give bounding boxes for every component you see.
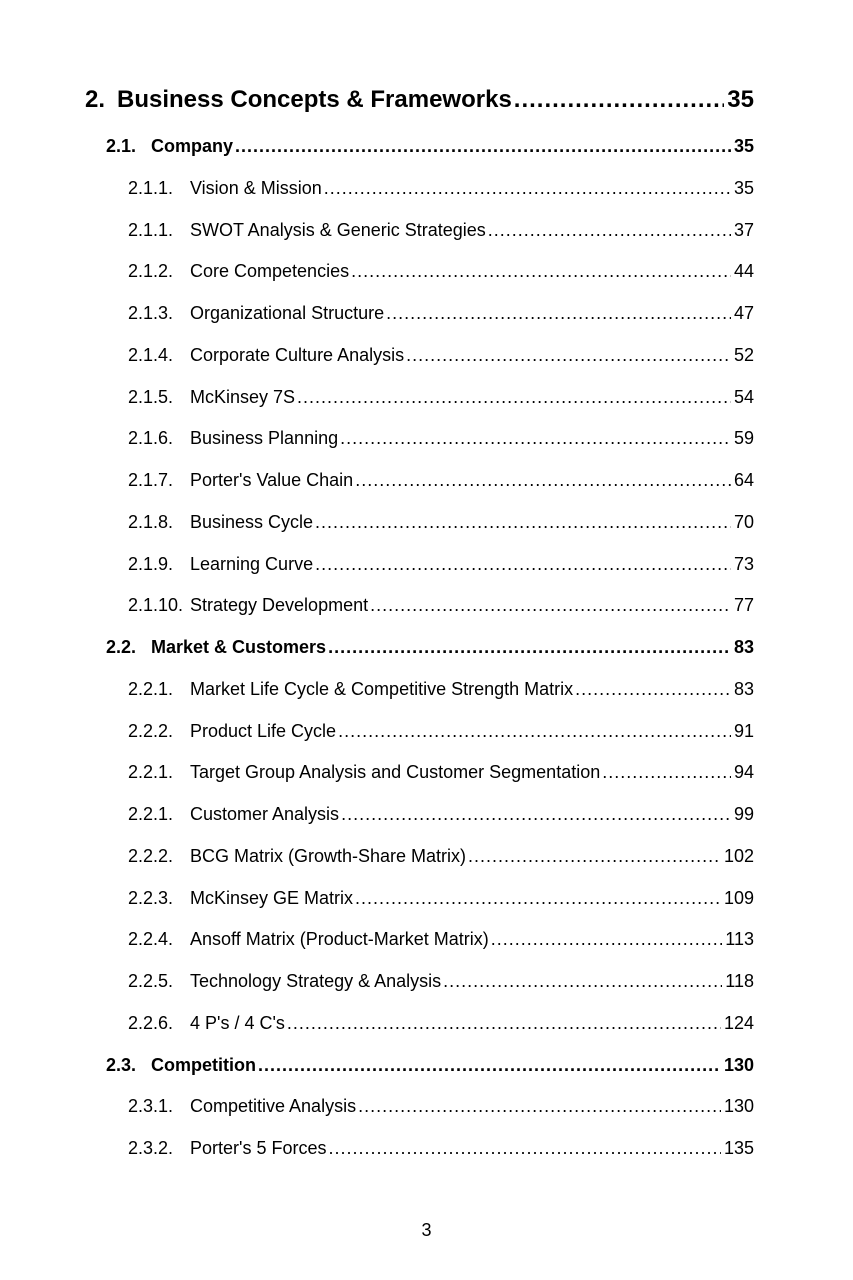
toc-entry-page: 94 [733, 762, 754, 783]
toc-dot-leader [315, 512, 731, 533]
toc-entry-title: Core Competencies [190, 261, 350, 282]
toc-dot-leader [355, 888, 721, 909]
toc-entry-title: SWOT Analysis & Generic Strategies [190, 219, 486, 240]
toc-dot-leader [491, 929, 723, 950]
toc-entry-number: 2.1.8. [128, 511, 174, 532]
toc-subsection-entry[interactable] [128, 303, 754, 324]
toc-section-entry[interactable] [106, 1055, 754, 1076]
toc-chapter-entry[interactable] [85, 86, 754, 114]
toc-entry-title: Market Life Cycle & Competitive Strength Matrix [190, 678, 574, 699]
toc-dot-leader [406, 345, 731, 366]
toc-dot-leader [258, 1055, 721, 1076]
toc-entry-page: 59 [733, 428, 754, 449]
toc-entry-title: Competition [151, 1054, 256, 1075]
page-number: 3 [421, 1220, 432, 1240]
toc-dot-leader [341, 804, 731, 825]
toc-subsection-entry[interactable] [128, 595, 754, 616]
toc-subsection-entry[interactable] [128, 178, 754, 199]
toc-entry-number: 2.2.4. [128, 929, 174, 950]
toc-entry-title: Business Concepts & Frameworks [117, 86, 512, 113]
toc-dot-leader [338, 721, 731, 742]
toc-entry-number: 2.1.7. [128, 470, 174, 490]
toc-entry-page: 99 [733, 804, 754, 824]
toc-subsection-entry[interactable] [128, 762, 754, 783]
toc-entry-title: Corporate Culture Analysis [190, 344, 405, 365]
toc-entry-page: 35 [733, 136, 754, 156]
toc-entry-number: 2.2.6. [128, 1012, 174, 1033]
toc-entry-page: 118 [725, 971, 754, 991]
toc-dot-leader [514, 86, 725, 114]
toc-dot-leader [324, 178, 731, 199]
toc-dot-leader [358, 1096, 721, 1117]
toc-entry-page: 54 [733, 386, 754, 407]
toc-dot-leader [488, 220, 731, 241]
toc-entry-page: 109 [723, 887, 754, 908]
toc-entry-page: 83 [733, 678, 754, 699]
toc-subsection-entry[interactable] [128, 261, 754, 282]
toc-subsection-entry[interactable] [128, 721, 754, 742]
toc-dot-leader [328, 1138, 720, 1159]
toc-dot-leader [287, 1013, 721, 1034]
toc-subsection-entry[interactable] [128, 1096, 754, 1117]
toc-entry-title: Target Group Analysis and Customer Segmentation [190, 762, 601, 783]
toc-entry-number: 2.1.1. [128, 219, 174, 240]
toc-entry-page: 52 [733, 344, 754, 365]
toc-entry-page: 37 [733, 219, 754, 240]
toc-entry-number: 2.1.4. [128, 344, 174, 365]
toc-entry-number: 2.1.6. [128, 428, 174, 449]
toc-section-entry[interactable] [106, 637, 754, 658]
toc-subsection-entry[interactable] [128, 888, 754, 909]
toc-entry-number: 2.2.3. [128, 887, 174, 908]
toc-entry-title: Vision & Mission [190, 177, 322, 198]
toc-subsection-entry[interactable] [128, 971, 754, 992]
toc-dot-leader [315, 554, 731, 575]
toc-entry-number: 2.2.1. [128, 678, 174, 699]
toc-entry-title: Porter's Value Chain [190, 470, 354, 490]
toc-entry-number: 2.1.10. [128, 595, 184, 616]
toc-entry-page: 130 [723, 1096, 754, 1117]
toc-entry-page: 70 [733, 511, 754, 532]
toc-entry-number: 2.2. [106, 637, 137, 657]
toc-dot-leader [340, 428, 731, 449]
toc-entry-page: 35 [733, 177, 754, 198]
toc-entry-number: 2.2.2. [128, 845, 174, 866]
toc-entry-title: Business Planning [190, 428, 339, 449]
toc-entry-title: BCG Matrix (Growth-Share Matrix) [190, 845, 467, 866]
toc-subsection-entry[interactable] [128, 1013, 754, 1034]
toc-entry-title: Learning Curve [190, 553, 314, 574]
toc-entry-page: 91 [733, 720, 754, 741]
toc-entry-title: Customer Analysis [190, 804, 340, 824]
toc-entry-title: Business Cycle [190, 511, 314, 532]
toc-entry-title: McKinsey 7S [190, 386, 296, 407]
toc-entry-title: Competitive Analysis [190, 1096, 357, 1117]
toc-entry-number: 2.3.1. [128, 1096, 174, 1117]
toc-dot-leader [468, 846, 721, 867]
toc-section-entry[interactable] [106, 136, 754, 157]
toc-entry-page: 35 [727, 86, 754, 113]
toc-dot-leader [602, 762, 731, 783]
toc-entry-number: 2.1.1. [128, 177, 174, 198]
toc-dot-leader [443, 971, 722, 992]
toc-subsection-entry[interactable] [128, 470, 754, 491]
toc-subsection-entry[interactable] [128, 846, 754, 867]
toc-entry-number: 2.2.2. [128, 720, 174, 741]
toc-entry-page: 113 [725, 929, 754, 950]
toc-entry-number: 2.3.2. [128, 1138, 174, 1158]
toc-entry-number: 2.1.5. [128, 386, 174, 407]
toc-subsection-entry[interactable] [128, 345, 754, 366]
toc-entry-title: 4 P's / 4 C's [190, 1012, 285, 1033]
toc-entry-page: 135 [723, 1138, 754, 1158]
toc-entry-number: 2.2.1. [128, 762, 174, 783]
toc-subsection-entry[interactable] [128, 1138, 754, 1159]
toc-entry-number: 2. [85, 86, 106, 113]
toc-subsection-entry[interactable] [128, 679, 754, 700]
toc-entry-page: 47 [733, 303, 754, 323]
toc-entry-page: 83 [733, 637, 754, 657]
toc-subsection-entry[interactable] [128, 929, 754, 950]
toc-entry-page: 73 [733, 553, 754, 574]
toc-entry-title: Company [151, 136, 234, 156]
toc-subsection-entry[interactable] [128, 220, 754, 241]
toc-entry-number: 2.2.1. [128, 804, 174, 824]
toc-entry-page: 44 [733, 261, 754, 282]
toc-subsection-entry[interactable] [128, 387, 754, 408]
toc-entry-number: 2.1.3. [128, 303, 174, 323]
toc-dot-leader [297, 387, 731, 408]
toc-dot-leader [575, 679, 731, 700]
toc-dot-leader [386, 303, 731, 324]
toc-entry-title: Ansoff Matrix (Product-Market Matrix) [190, 929, 489, 950]
toc-dot-leader [328, 637, 731, 658]
toc-entry-page: 102 [723, 845, 754, 866]
toc-entry-title: Porter's 5 Forces [190, 1138, 327, 1158]
toc-subsection-entry[interactable] [128, 554, 754, 575]
toc-dot-leader [370, 595, 731, 616]
toc-entry-page: 77 [733, 595, 754, 616]
toc-entry-title: Technology Strategy & Analysis [190, 971, 442, 991]
toc-entry-number: 2.1. [106, 136, 137, 156]
toc-entry-number: 2.2.5. [128, 971, 174, 991]
toc-entry-page: 130 [723, 1054, 754, 1075]
toc-dot-leader [235, 136, 731, 157]
toc-entry-title: Product Life Cycle [190, 720, 337, 741]
toc-entry-page: 64 [733, 470, 754, 490]
toc-entry-number: 2.1.2. [128, 261, 174, 282]
toc-subsection-entry[interactable] [128, 428, 754, 449]
toc-entry-title: McKinsey GE Matrix [190, 887, 354, 908]
toc-dot-leader [351, 261, 731, 282]
toc-entry-title: Organizational Structure [190, 303, 385, 323]
toc-subsection-entry[interactable] [128, 512, 754, 533]
toc-entry-title: Market & Customers [151, 637, 327, 657]
toc-entry-title: Strategy Development [190, 595, 369, 616]
toc-entry-number: 2.3. [106, 1054, 137, 1075]
toc-entry-page: 124 [723, 1012, 754, 1033]
toc-dot-leader [355, 470, 731, 491]
toc-entry-number: 2.1.9. [128, 553, 174, 574]
toc-subsection-entry[interactable] [128, 804, 754, 825]
